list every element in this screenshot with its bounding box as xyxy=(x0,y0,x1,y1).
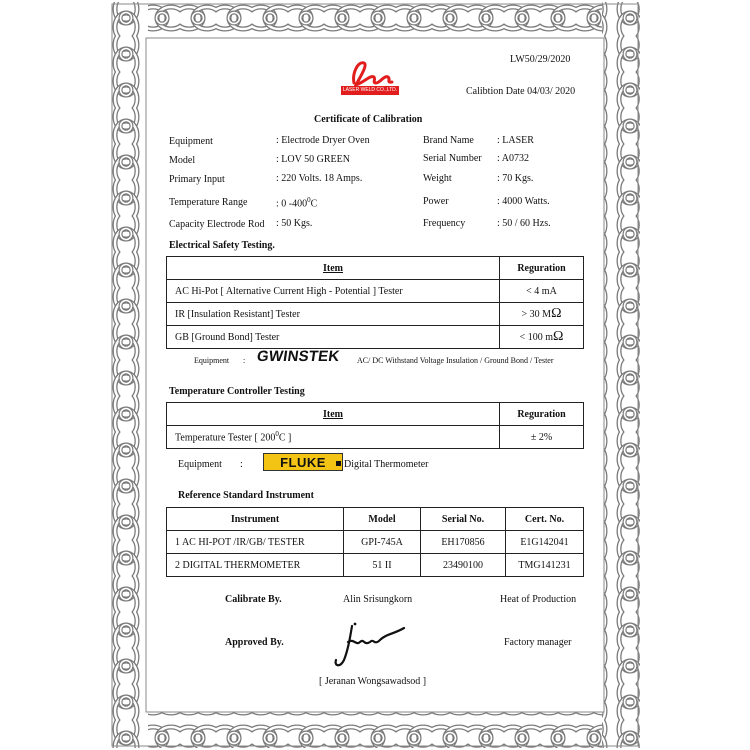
spec-value-capacity: : 50 Kgs. xyxy=(276,218,313,229)
table-cell-item: IR [Insulation Resistant] Tester xyxy=(167,303,500,326)
table-cell-serial: EH170856 xyxy=(421,531,506,554)
spec-value-model: : LOV 50 GREEN xyxy=(276,154,350,165)
spec-value-frequency: : 50 / 60 Hzs. xyxy=(497,218,551,229)
approved-by-label: Approved By. xyxy=(225,637,284,648)
table-cell-instrument: 2 DIGITAL THERMOMETER xyxy=(167,554,344,577)
table-row xyxy=(167,326,584,349)
spec-value-serial: : A0732 xyxy=(497,153,529,164)
signature xyxy=(330,620,410,672)
spec-label-capacity: Capacity Electrode Rod xyxy=(169,219,265,230)
spec-label-brand: Brand Name xyxy=(423,135,474,146)
table-row xyxy=(167,531,584,554)
spec-label-power: Power xyxy=(423,196,449,207)
spec-value-primary-input: : 220 Volts. 18 Amps. xyxy=(276,173,363,184)
ohm-symbol: Ω xyxy=(553,329,564,344)
column-header-reguration: Reguration xyxy=(500,403,584,426)
table-cell-cert: E1G142041 xyxy=(506,531,584,554)
spec-label-temperature-range: Temperature Range xyxy=(169,197,248,208)
temperature-heading: Temperature Controller Testing xyxy=(169,386,305,397)
ohm-symbol: Ω xyxy=(551,306,562,321)
table-row xyxy=(167,426,584,449)
table-cell-model: 51 II xyxy=(344,554,421,577)
column-header-serial: Serial No. xyxy=(421,508,506,531)
electrical-equipment-desc: AC/ DC Withstand Voltage Insulation / Ground Bond / Tester xyxy=(357,356,554,365)
electrical-heading: Electrical Safety Testing. xyxy=(169,240,275,251)
spec-label-serial: Serial Number xyxy=(423,153,482,164)
table-cell-cert: TMG141231 xyxy=(506,554,584,577)
table-cell-item: Temperature Tester [ $200^0C$ ] xyxy=(167,426,500,449)
spec-label-frequency: Frequency xyxy=(423,218,466,229)
reference-heading: Reference Standard Instrument xyxy=(178,490,314,501)
column-header-instrument: Instrument xyxy=(167,508,344,531)
table-header-row xyxy=(167,403,584,426)
table-row xyxy=(167,280,584,303)
calibrate-by-label: Calibrate By. xyxy=(225,594,282,605)
temperature-equipment-colon: : xyxy=(240,459,243,470)
spec-label-weight: Weight xyxy=(423,173,452,184)
table-cell-reguration: > 30 MΩ xyxy=(500,303,584,326)
spec-value-temperature-range: : 0 $-400^0C$ xyxy=(276,196,318,210)
document-number: LW50/29/2020 xyxy=(510,54,571,65)
temperature-equipment-label: Equipment xyxy=(178,459,222,470)
table-header-row xyxy=(167,257,584,280)
spec-value-weight: : 70 Kgs. xyxy=(497,173,534,184)
table-row xyxy=(167,303,584,326)
table-cell-item: GB [Ground Bond] Tester xyxy=(167,326,500,349)
electrical-table xyxy=(166,256,584,349)
spec-label-model: Model xyxy=(169,155,196,166)
table-cell-item: AC Hi-Pot [ Alternative Current High - Potential ] Tester xyxy=(167,280,500,303)
calibrate-by-role: Heat of Production xyxy=(500,594,577,605)
spec-value-brand: : LASER xyxy=(497,135,534,146)
temperature-equipment-desc: Digital Thermometer xyxy=(344,459,429,470)
logo-company-name: LASER WELD CO.,LTD. xyxy=(342,87,398,93)
spec-value-equipment: : Electrode Dryer Oven xyxy=(276,135,370,146)
gwinstek-logo: GWINSTEK xyxy=(255,348,341,365)
approved-by-role: Factory manager xyxy=(504,637,572,648)
table-cell-reguration: < 4 mA xyxy=(500,280,584,303)
table-cell-reguration: ± 2% xyxy=(500,426,584,449)
table-cell-model: GPI-745A xyxy=(344,531,421,554)
spec-label-equipment: Equipment xyxy=(169,136,213,147)
table-header-row xyxy=(167,508,584,531)
spec-label-primary-input: Primary Input xyxy=(169,174,225,185)
calibrate-by-name: Alin Srisungkorn xyxy=(343,594,413,605)
electrical-equipment-colon: : xyxy=(243,356,246,365)
column-header-item: Item xyxy=(323,408,343,420)
certificate-title: Certificate of Calibration xyxy=(314,114,423,125)
table-cell-instrument: 1 AC HI-POT /IR/GB/ TESTER xyxy=(167,531,344,554)
column-header-model: Model xyxy=(344,508,421,531)
table-cell-serial: 23490100 xyxy=(421,554,506,577)
reference-table xyxy=(166,507,584,577)
temperature-table xyxy=(166,402,584,449)
electrical-equipment-label: Equipment xyxy=(194,356,230,365)
approved-by-name: [ Jeranan Wongsawadsod ] xyxy=(319,676,427,687)
column-header-reguration: Reguration xyxy=(500,257,584,280)
column-header-item: Item xyxy=(323,262,343,274)
company-logo xyxy=(340,55,400,97)
fluke-logo: FLUKE xyxy=(263,453,343,471)
spec-value-power: : 4000 Watts. xyxy=(497,196,550,207)
table-row xyxy=(167,554,584,577)
fluke-dot-icon xyxy=(336,461,341,466)
column-header-cert: Cert. No. xyxy=(506,508,584,531)
table-cell-reguration: < 100 mΩ xyxy=(500,326,584,349)
calibration-date: Calibtion Date 04/03/ 2020 xyxy=(466,86,576,97)
